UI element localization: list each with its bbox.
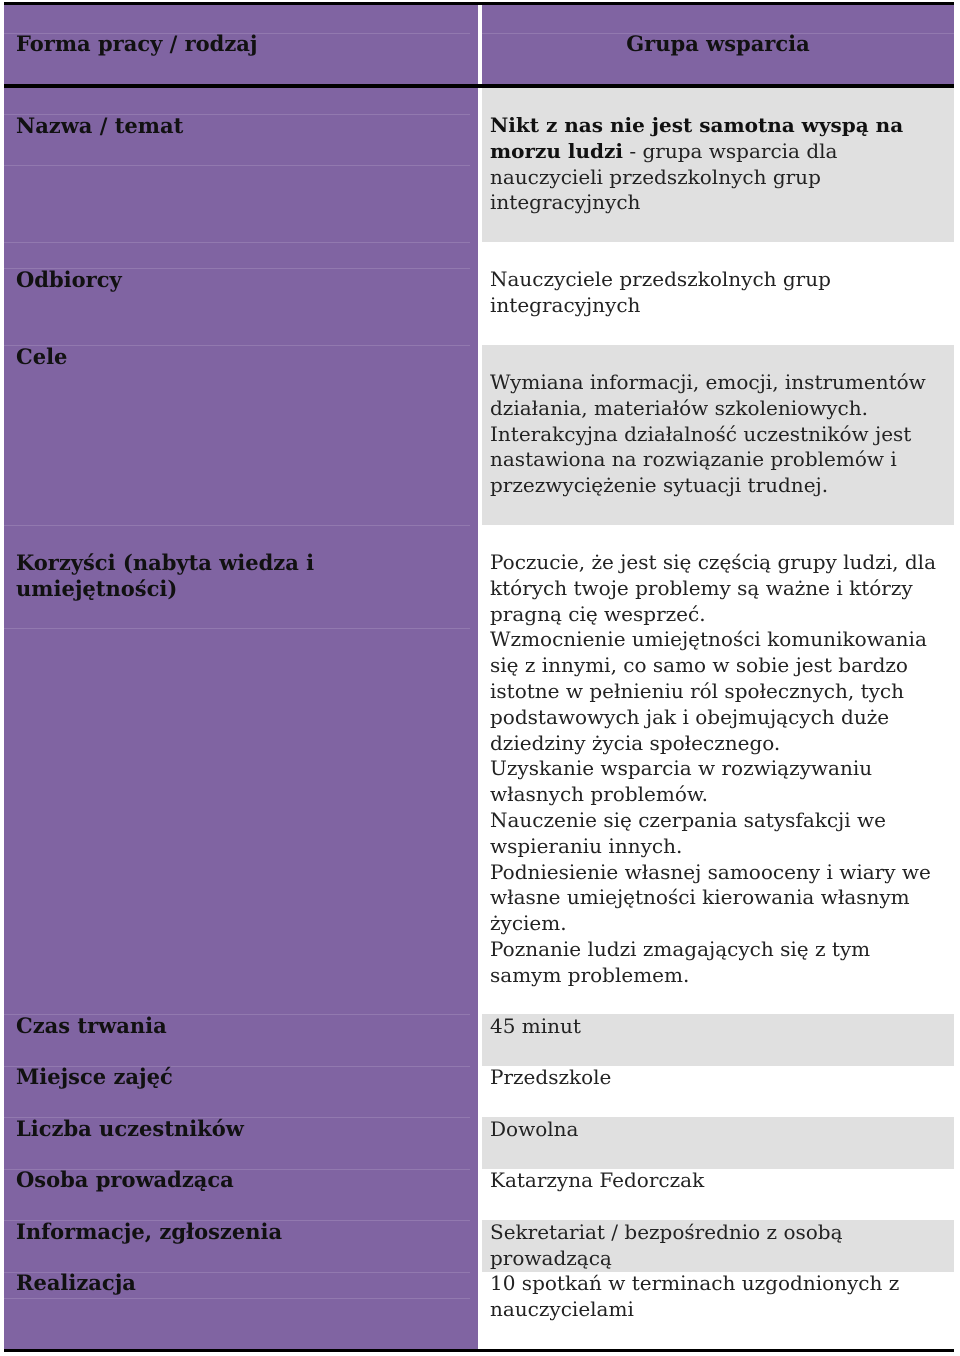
value-nazwa-title: Nikt z nas nie jest samotna wyspą na morzu ludzi (490, 113, 904, 163)
label-informacje: Informacje, zgłoszenia (16, 1219, 283, 1244)
value-liczba: Dowolna (490, 1117, 579, 1141)
label-miejsce: Miejsce zajęć (16, 1064, 173, 1089)
label-korzysci: Korzyści (nabyta wiedza i umiejętności) (16, 550, 315, 601)
header-right-label: Grupa wsparcia (626, 31, 810, 56)
value-cele: Wymiana informacji, emocji, instrumentów działania, materiałów szkoleniowych. Interakcyjna działalność uczestników jest nastawiona na rozwiązanie problemów i przezwyciężenie sytuacji trudnej. (490, 370, 926, 498)
benefit-item: Nauczenie się czerpania satysfakcji we wspieraniu innych. (490, 807, 886, 858)
value-informacje: Sekretariat / bezpośrednio z osobą prowadzącą (490, 1220, 843, 1270)
label-cele: Cele (16, 344, 68, 369)
row-line (4, 525, 470, 526)
benefit-item: Poznanie ludzi zmagających się z tym samym problemem. (490, 936, 871, 987)
row-line (4, 628, 470, 629)
label-realizacja: Realizacja (16, 1270, 136, 1295)
value-realizacja: 10 spotkań w terminach uzgodnionych z nauczycielami (490, 1271, 900, 1321)
label-nazwa: Nazwa / temat (16, 113, 184, 138)
row-line (4, 165, 470, 166)
label-column (4, 5, 478, 1349)
value-miejsce: Przedszkole (490, 1065, 612, 1089)
bottom-border (4, 1349, 954, 1352)
value-odbiorcy: Nauczyciele przedszkolnych grup integracyjnych (490, 267, 831, 317)
label-odbiorcy: Odbiorcy (16, 267, 122, 292)
benefit-item: Uzyskanie wsparcia w rozwiązywaniu własnych problemów. (490, 756, 873, 807)
row-line (4, 1298, 470, 1299)
label-osoba: Osoba prowadząca (16, 1167, 234, 1192)
info-table (4, 2, 954, 1352)
label-liczba: Liczba uczestników (16, 1116, 244, 1141)
value-nazwa-desc: - grupa wsparcia dla nauczycieli przedszkolnych grup integracyjnych (490, 138, 838, 215)
benefit-item: Poczucie, że jest się częścią grupy ludzi, dla których twoje problemy są ważne i którzy pragną cię wesprzeć. (490, 550, 937, 626)
label-czas: Czas trwania (16, 1013, 167, 1038)
value-czas: 45 minut (490, 1014, 581, 1038)
value-korzysci (490, 550, 940, 989)
row-line (4, 242, 470, 243)
value-nazwa (490, 113, 926, 216)
header-left-label: Forma pracy / rodzaj (16, 31, 258, 56)
benefit-item: Podniesienie własnej samooceny i wiary we własne umiejętności kierowania własnym życiem. (490, 859, 931, 936)
benefit-item: Wzmocnienie umiejętności komunikowania się z innymi, co samo w sobie jest bardzo istotne w pełnieniu ról społecznych, tych podstawowych jak i obejmujących duże dziedziny życia społecznego. (490, 627, 927, 755)
value-osoba: Katarzyna Fedorczak (490, 1168, 705, 1192)
